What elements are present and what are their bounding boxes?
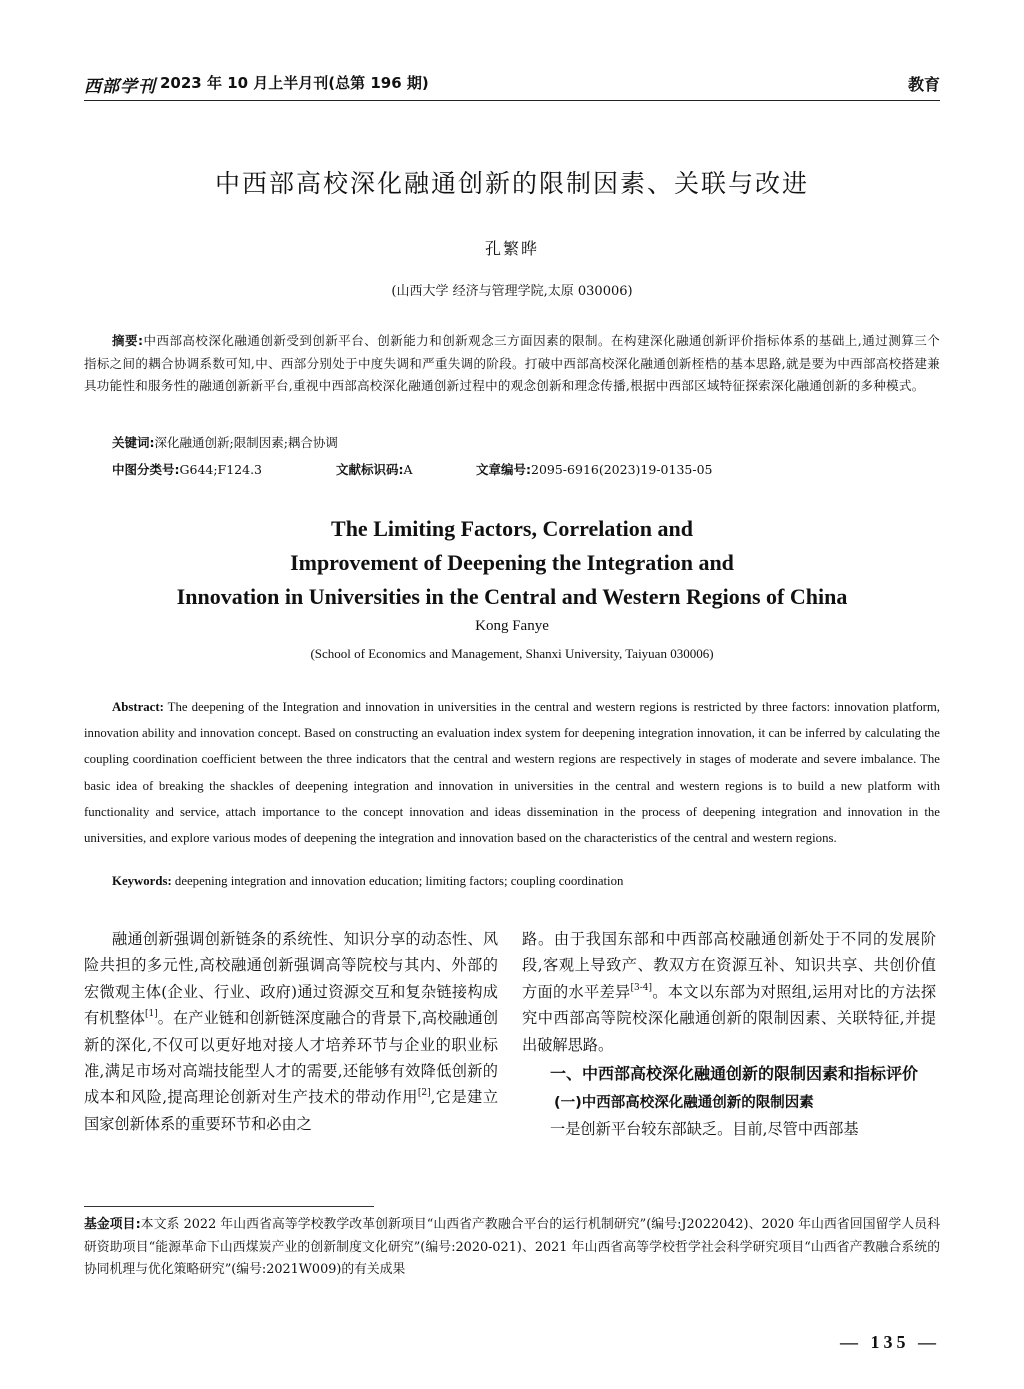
affiliation-cn: (山西大学 经济与管理学院,太原 030006) xyxy=(391,284,633,299)
keywords-cn xyxy=(112,433,932,451)
abstract-cn-text: 中西部高校深化融通创新受到创新平台、创新能力和创新观念三方面因素的限制。在构建深化融通创新评价指标体系的基础上,通过测算三个指标之间的耦合协调系数可知,中、西部分别处于中度失调和严重失调的阶段。打破中西部高校深化融通创新桎梏的基本思路,就是要为中西部高校搭建兼具功能性和服务性的融通创新新平台,重视中西部高校深化融通创新过程中的观念创新和理念传播,根据中西部区域特征探索深化融通创新的多种模式。 xyxy=(84,333,940,393)
article-title-cn: 中西部高校深化融通创新的限制因素、关联与改进 xyxy=(214,169,809,198)
clc-value: G644;F124.3 xyxy=(179,462,263,477)
clc-number xyxy=(112,460,262,478)
body-paragraph: 一是创新平台较东部缺乏。目前,尽管中西部基 xyxy=(550,1120,859,1139)
abstract-cn xyxy=(84,330,940,398)
article-number-value: 2095-6916(2023)19-0135-05 xyxy=(531,462,713,477)
doc-code-label: 文献标识码: xyxy=(336,462,404,477)
doc-code-value: A xyxy=(403,462,413,477)
journal-logo: 西部学刊 xyxy=(84,77,156,97)
section-label: 教育 xyxy=(907,75,940,94)
body-text: 路。由于我国东部和中西部高校融通创新处于不同的发展阶段,客观上导致产、教双方在资源互补、知识共享、共创价值方面的水平差异 xyxy=(522,930,936,1001)
keywords-cn-label: 关键词: xyxy=(112,435,155,450)
running-header xyxy=(84,70,940,101)
author-name-en: Kong Fanye xyxy=(475,618,549,634)
section-heading: 一、中西部高校深化融通创新的限制因素和指标评价 xyxy=(550,1064,919,1084)
body-column-right xyxy=(522,926,936,1142)
body-column-left xyxy=(84,926,498,1137)
abstract-en-text: The deepening of the Integration and innovation in universities in the central and western regions is restricted by three factors: innovation platform, innovation ability and innovation concept. Based on constructing an evaluation index system for deepening integration innovation, it can be inferred by calculating the coupling coordination coefficient between the three indicators that the central and western regions are respectively in stages of moderate and severe imbalance. The basic idea of breaking the shackles of deepening integration and innovation in universities in the central and western regions is to build a new platform with functionality and service, attach importance to the concept innovation and ideas dissemination in the process of deepening integration and innovation in the universities, and explore various modes of deepening the integration and innovation based on the characteristics of the central and western regions. xyxy=(84,700,941,846)
body-text: 。在产业链和创新链深度融合的背景下,高校融通创新的深化,不仅可以更好地对接人才培养环节与企业的职业标准,满足市场对高端技能型人才的需要,还能够有效降低创新的成本和风险,提高理论创新对生产技术的带动作用 xyxy=(84,1009,499,1107)
author-name-cn: 孔繁晔 xyxy=(484,239,539,258)
keywords-cn-text: 深化融通创新;限制因素;耦合协调 xyxy=(154,435,338,450)
funding-text: 本文系 2022 年山西省高等学校教学改革创新项目“山西省产教融合平台的运行机制研究”(编号:J2022042)、2020 年山西省回国留学人员科研资助项目“能源革命下山西煤炭产业的创新制度文化研究”(编号:2020-021)、2021 年山西省高等学校哲学社会科学研究项目“山西省产教融合系统的协同机理与优化策略研究”(编号:2021W009)的有关成果 xyxy=(84,1217,940,1277)
affiliation-en: (School of Economics and Management, Shanxi University, Taiyuan 030006) xyxy=(310,646,714,661)
article-number xyxy=(476,460,712,478)
keywords-en-text: deepening integration and innovation education; limiting factors; coupling coordination xyxy=(174,874,624,888)
citation-ref: [3-4] xyxy=(630,982,652,993)
citation-ref: [1] xyxy=(144,1009,158,1020)
subsection-heading: (一)中西部高校深化融通创新的限制因素 xyxy=(554,1095,814,1112)
body-paragraph xyxy=(522,926,936,1058)
clc-label: 中图分类号: xyxy=(112,462,180,477)
body-paragraph xyxy=(84,926,498,1137)
funding-label: 基金项目: xyxy=(84,1217,141,1232)
title-en-line: Improvement of Deepening the Integration and xyxy=(290,550,734,575)
document-code xyxy=(336,460,413,478)
journal-issue: 2023 年 10 月上半月刊(总第 196 期) xyxy=(160,74,429,92)
funding-note xyxy=(84,1214,940,1282)
footnote-divider xyxy=(84,1206,374,1207)
abstract-en-label: Abstract: xyxy=(112,700,164,714)
keywords-en xyxy=(112,874,932,889)
title-en-line: The Limiting Factors, Correlation and xyxy=(331,516,693,541)
page-number: — 135 — xyxy=(840,1332,940,1352)
body-text: ,它是建立国家创新体系的重要环节和必由之 xyxy=(84,1088,499,1133)
article-title-en xyxy=(84,512,940,614)
body-text: 。本文以东部为对照组,运用对比的方法探究中西部高等院校深化融通创新的限制因素、关联特征,并提出破解思路。 xyxy=(522,982,937,1054)
abstract-cn-label: 摘要: xyxy=(112,333,144,348)
abstract-en xyxy=(84,694,940,851)
keywords-en-label: Keywords: xyxy=(112,874,172,888)
article-number-label: 文章编号: xyxy=(476,462,531,477)
citation-ref: [2] xyxy=(417,1088,431,1099)
body-text: 融通创新强调创新链条的系统性、知识分享的动态性、风险共担的多元性,高校融通创新强调高等院校与其内、外部的宏微观主体(企业、行业、政府)通过资源交互和复杂链接构成有机整体 xyxy=(84,930,498,1028)
title-en-line: Innovation in Universities in the Central and Western Regions of China xyxy=(176,584,848,609)
